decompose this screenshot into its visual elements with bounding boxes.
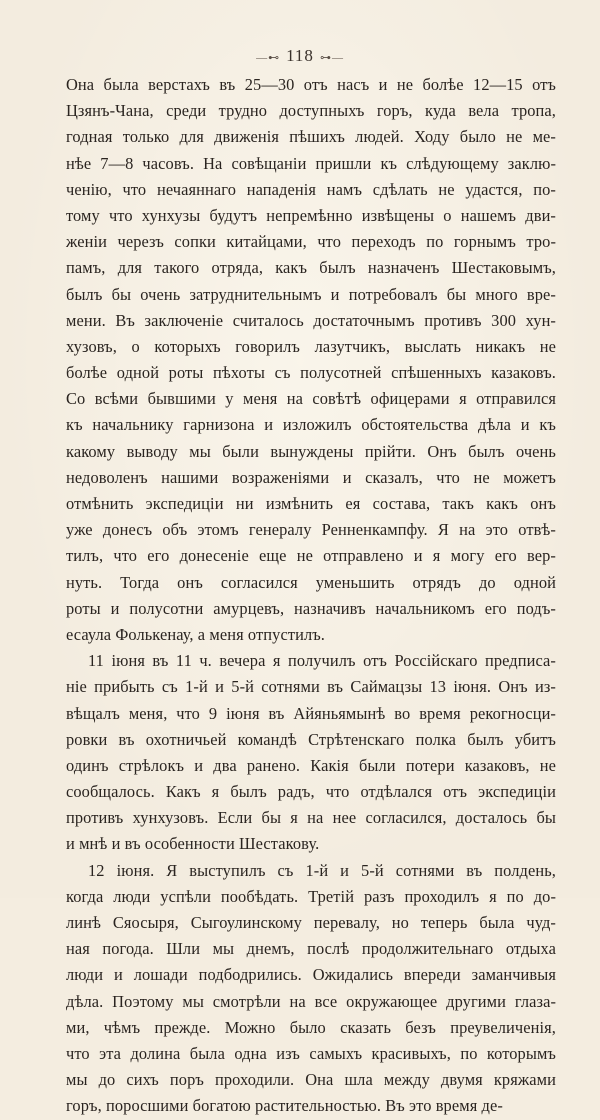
text-line: ная погода. Шли мы днемъ, послѣ продолжительнаго отдыха [66, 939, 556, 959]
paragraph [66, 858, 556, 1120]
page-number: 118 [286, 46, 314, 65]
ornament-left: —⊷ [256, 51, 281, 64]
text-line: ніе прибыть съ 1-й и 5-й сотнями въ Саймацзы 13 іюня. Онъ из- [66, 677, 556, 697]
text-line: 11 іюня въ 11 ч. вечера я получилъ отъ Россійскаго предписа- [88, 651, 556, 671]
text-line: одинъ стрѣлокъ и два ранено. Какія были потери казаковъ, не [66, 755, 556, 775]
text-line: горъ, поросшими богатою растительностью. Въ это время де- [66, 1096, 503, 1116]
paragraph [66, 648, 556, 858]
text-line: есаула Фолькенау, а меня отпустилъ. [66, 624, 326, 644]
text-line: памъ, для такого отряда, какъ былъ назначенъ Шестаковымъ, [66, 258, 556, 278]
text-line: когда люди успѣли пообѣдать. Третій разъ проходилъ я по до- [66, 886, 556, 906]
text-line: вѣщалъ меня, что 9 іюня въ Айяньямынѣ во время рекогносци- [66, 703, 556, 723]
text-line: роты и полусотни амурцевъ, назначивъ начальникомъ его подъ- [66, 598, 556, 618]
text-line: болѣе одной роты пѣхоты съ полусотней спѣшенныхъ казаковъ. [66, 363, 556, 383]
text-line: мени. Въ заключеніе считалось достаточнымъ противъ 300 хун- [66, 310, 556, 330]
text-line: дѣла. Поэтому мы смотрѣли на все окружающее другими глаза- [66, 991, 556, 1011]
text-line: тому что хунхузы будутъ непремѣнно извѣщены о нашемъ дви- [66, 205, 556, 225]
text-line: противъ хунхузовъ. Если бы я на нее согласился, досталось бы [66, 808, 556, 828]
text-line: нуть. Тогда онъ согласился уменьшить отрядъ до одной [66, 572, 556, 592]
text-line: уже донесъ объ этомъ генералу Ренненкампфу. Я на это отвѣ- [66, 520, 556, 540]
text-line: былъ бы очень затруднительнымъ и потребовалъ бы много вре- [66, 284, 556, 304]
text-line: и мнѣ и въ особенности Шестакову. [66, 834, 320, 854]
text-line: къ начальнику гарнизона и изложилъ обстоятельства дѣла и къ [66, 415, 556, 435]
text-line: недоволенъ нашими возраженіями и сказалъ, что не можетъ [66, 467, 556, 487]
text-line: 12 іюня. Я выступилъ съ 1-й и 5-й сотнями въ полдень, [88, 860, 556, 880]
text-line: Со всѣми бывшими у меня на совѣтѣ офицерами я отправился [66, 389, 556, 409]
text-line: нѣе 7—8 часовъ. На совѣщаніи пришли къ слѣдующему заклю- [66, 153, 556, 173]
text-line: линѣ Сяосыря, Сыгоулинскому перевалу, но теперь была чуд- [66, 913, 556, 932]
text-line: Она была верстахъ въ 25—30 отъ насъ и не болѣе 12—15 отъ [66, 75, 556, 94]
page-header [0, 46, 600, 66]
text-line: ченію, что нечаяннаго нападенія намъ сдѣлать не удастся, по- [66, 179, 556, 199]
text-line: ровки въ охотничьей командѣ Стрѣтенскаго полка былъ убитъ [66, 729, 556, 749]
body-text [66, 72, 556, 1120]
text-line: что эта долина была одна изъ самыхъ красивыхъ, по которымъ [66, 1043, 556, 1063]
text-line: Цзянъ-Чана, среди трудно доступныхъ горъ, куда вела тропа, [66, 101, 556, 121]
text-line: сообщалось. Какъ я былъ радъ, что отдѣлался отъ экспедиціи [66, 782, 556, 802]
text-line: хузовъ, о которыхъ говорилъ лазутчикъ, выслать никакъ не [66, 336, 556, 356]
ornament-right: ⊶— [319, 51, 344, 64]
text-line: женіи черезъ сопки китайцами, что переходъ по горнымъ тро- [66, 232, 556, 252]
paragraph [66, 72, 556, 648]
text-line: тилъ, что его донесеніе еще не отправлено и я могу его вер- [66, 546, 556, 566]
text-line: какому выводу мы были вынуждены прійти. Онъ былъ очень [66, 441, 556, 461]
text-line: ми, чѣмъ прежде. Можно было сказать безъ преувеличенія, [66, 1017, 556, 1037]
text-line: отмѣнить экспедиціи ни измѣнить ея состава, такъ какъ онъ [66, 494, 556, 513]
text-line: мы до сихъ поръ проходили. Она шла между двумя кряжами [66, 1070, 556, 1090]
text-line: годная только для движенія пѣшихъ людей. Ходу было не ме- [66, 127, 556, 147]
text-line: люди и лошади подбодрились. Ожидались впереди заманчивыя [66, 965, 556, 985]
